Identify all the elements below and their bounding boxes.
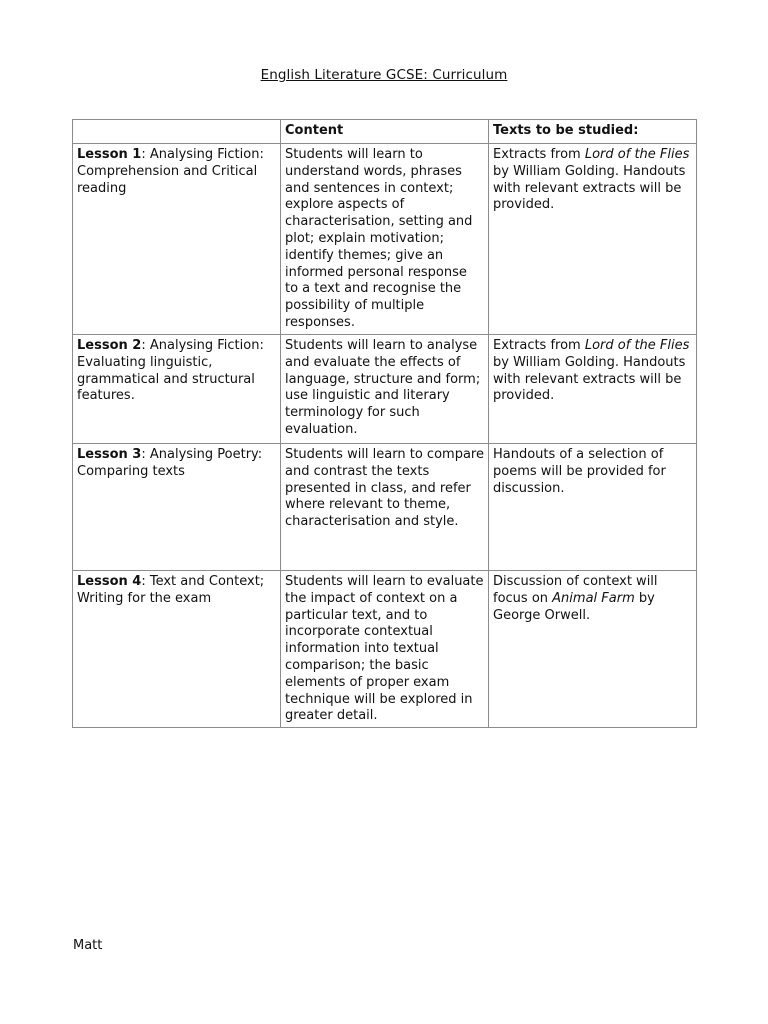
book-title: Lord of the Flies xyxy=(584,338,690,353)
texts-cell xyxy=(489,335,697,444)
lesson-topic: : Analysing Fiction: Comprehension and Critical reading xyxy=(77,147,264,196)
header-lesson xyxy=(73,120,281,144)
texts-cell xyxy=(489,444,697,571)
book-title: Animal Farm xyxy=(552,590,635,606)
lesson-number: Lesson 4 xyxy=(77,574,142,589)
table-header-row xyxy=(73,120,697,144)
texts-text: Extracts from xyxy=(493,338,585,353)
content-cell: Students will learn to evaluate the impact of context on a particular text, and to incorporate contextual information into textual comparison; the basic elements of proper exam technique will be explored in greater detail. xyxy=(281,571,489,728)
table-row xyxy=(73,444,697,571)
header-content: Content xyxy=(281,120,489,144)
content-cell: Students will learn to analyse and evaluate the effects of language, structure and form; use linguistic and literary terminology for such evaluation. xyxy=(281,335,489,444)
content-cell: Students will learn to compare and contrast the texts presented in class, and refer where relevant to theme, characterisation and style. xyxy=(281,444,489,571)
lesson-topic: : Text and Context; Writing for the exam xyxy=(77,574,265,606)
texts-cell xyxy=(489,144,697,335)
table-row xyxy=(73,571,697,728)
lesson-cell xyxy=(73,444,281,571)
texts-text: Handouts of a selection of poems will be provided for discussion. xyxy=(493,447,666,496)
texts-text: Extracts from xyxy=(493,147,585,162)
lesson-number: Lesson 1 xyxy=(77,147,142,162)
texts-cell xyxy=(489,571,697,728)
texts-text: by William Golding. Handouts with relevant extracts will be provided. xyxy=(493,354,686,404)
document-title: English Literature GCSE: Curriculum xyxy=(260,67,508,83)
table-row xyxy=(73,144,697,335)
book-title: Lord of the Flies xyxy=(584,147,690,162)
lesson-topic: : Analysing Fiction: Evaluating linguistic, grammatical and structural features. xyxy=(77,338,264,404)
author-name: Matt xyxy=(73,938,103,953)
texts-text: Discussion of context will focus on xyxy=(493,574,658,606)
content-cell: Students will learn to understand words, phrases and sentences in context; explore aspects of characterisation, setting and plot; explain motivation; identify themes; give an informed personal response to a text and recognise the possibility of multiple responses. xyxy=(281,144,489,335)
lesson-cell xyxy=(73,571,281,728)
lesson-topic: : Analysing Poetry: Comparing texts xyxy=(77,447,263,479)
texts-text: by George Orwell. xyxy=(493,590,655,623)
lesson-number: Lesson 2 xyxy=(77,338,142,353)
header-texts: Texts to be studied: xyxy=(489,120,697,144)
lesson-cell xyxy=(73,335,281,444)
lesson-cell xyxy=(73,144,281,335)
table-row xyxy=(73,335,697,444)
texts-text: by William Golding. Handouts with relevant extracts will be provided. xyxy=(493,163,686,213)
lesson-number: Lesson 3 xyxy=(77,447,142,462)
curriculum-table xyxy=(72,119,697,728)
